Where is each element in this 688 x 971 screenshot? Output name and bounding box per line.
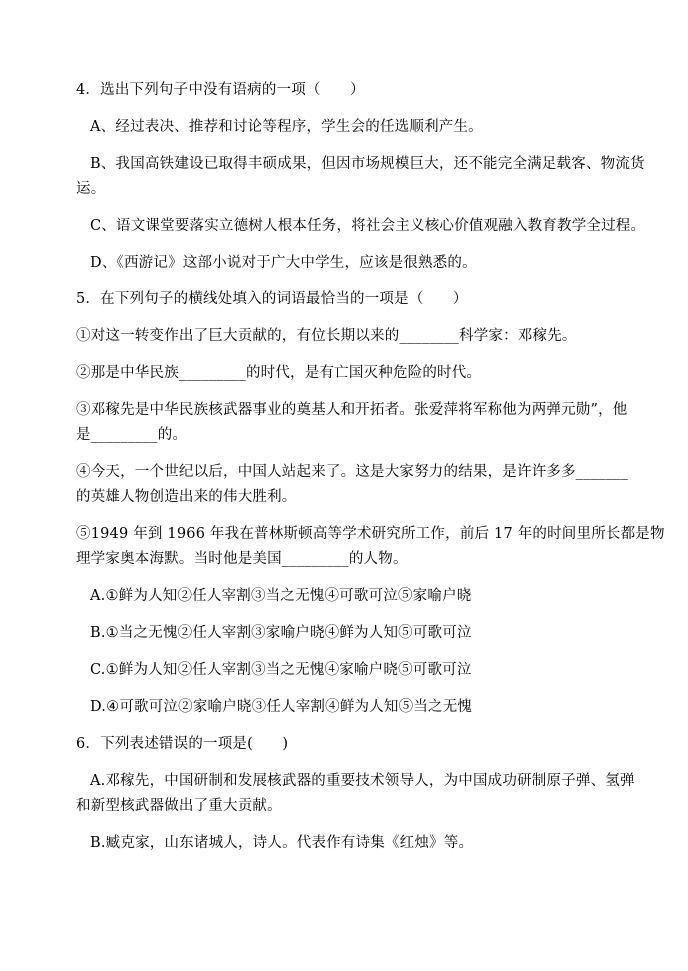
q6-title: 6．下列表述错误的一项是( ) <box>76 736 289 752</box>
q5-option-c: C.①鲜为人知②任人宰割③当之无愧④家喻户晓⑤可歌可泣 <box>90 662 472 678</box>
q5-sentence-2: ②那是中华民族_________的时代，是有亡国灭种危险的时代。 <box>76 365 482 381</box>
q4-option-c: C、语文课堂要落实立德树人根本任务，将社会主义核心价值观融入教育教学全过程。 <box>90 218 646 234</box>
q5-sentence-1: ①对这一转变作出了巨大贡献的，有位长期以来的________科学家：邓稼先。 <box>76 328 577 344</box>
q5-title: 5．在下列句子的横线处填入的词语最恰当的一项是（ ） <box>76 291 468 307</box>
q4-title: 4．选出下列句子中没有语病的一项（ ） <box>76 82 365 98</box>
q5-sentence-4-line1: ④今天，一个世纪以后，中国人站起来了。这是大家努力的结果，是许许多多_______ <box>76 464 628 480</box>
q5-option-d: D.④可歌可泣②家喻户晓③任人宰割④鲜为人知⑤当之无愧 <box>90 699 473 715</box>
q6-option-b: B.臧克家，山东诸城人，诗人。代表作有诗集《红烛》等。 <box>90 835 474 851</box>
q6-option-a-line2: 和新型核武器做出了重大贡献。 <box>76 798 282 814</box>
q6-option-a-line1: A.邓稼先，中国研制和发展核武器的重要技术领导人，为中国成功研制原子弹、氢弹 <box>90 773 635 789</box>
q5-sentence-5-line1: ⑤1949 年到 1966 年我在普林斯顿高等学术研究所工作，前后 17 年的时间里所长都是物 <box>76 526 665 542</box>
q5-sentence-5-line2: 理学家奥本海默。当时他是美国_________的人物。 <box>76 551 408 567</box>
q4-option-a: A、经过表决、推荐和讨论等程序，学生会的任选顺利产生。 <box>90 119 483 135</box>
q5-sentence-3-line2: 是_________的。 <box>76 427 188 443</box>
q4-option-b-line2: 运。 <box>76 181 106 197</box>
q5-option-b: B.①当之无愧②任人宰割③家喻户晓④鲜为人知⑤可歌可泣 <box>90 625 472 641</box>
q5-option-a: A.①鲜为人知②任人宰割③当之无愧④可歌可泣⑤家喻户晓 <box>90 588 472 604</box>
q4-option-d: D、《西游记》这部小说对于广大中学生，应该是很熟悉的。 <box>90 255 477 271</box>
q5-sentence-4-line2: 的英雄人物创造出来的伟大胜利。 <box>76 489 297 505</box>
q4-option-b-line1: B、我国高铁建设已取得丰硕成果，但因市场规模巨大，还不能完全满足载客、物流货 <box>90 156 645 172</box>
q5-sentence-3-line1: ③邓稼先是中华民族核武器事业的奠基人和开拓者。张爱萍将军称他为两弹元勋”，他 <box>76 402 628 418</box>
